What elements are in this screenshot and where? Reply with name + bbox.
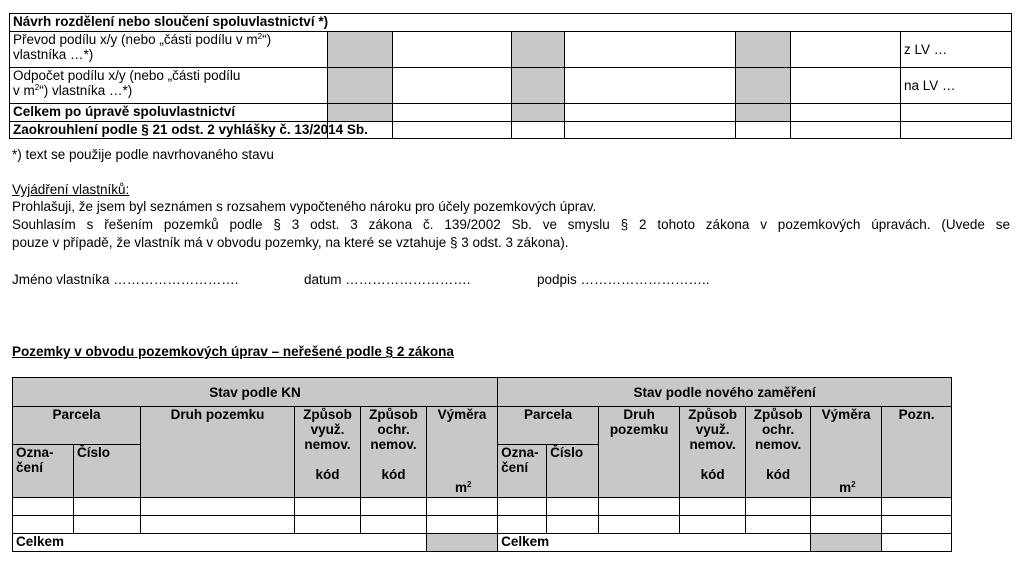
cell xyxy=(512,68,565,104)
ownership-split-table xyxy=(9,13,1012,139)
cell xyxy=(328,68,393,104)
cell xyxy=(599,498,680,516)
cell xyxy=(736,32,791,68)
signature-field: podpis ……………………….. xyxy=(537,272,710,287)
cell xyxy=(141,498,295,516)
cell xyxy=(13,498,74,516)
new-survey-header: Stav podle nového zaměření xyxy=(498,378,952,407)
cell xyxy=(498,516,547,534)
cell xyxy=(295,516,361,534)
total-area-new xyxy=(811,534,882,552)
cell xyxy=(361,498,427,516)
total-label-new: Celkem xyxy=(498,534,811,552)
cell xyxy=(565,68,736,104)
cell xyxy=(74,516,141,534)
zpusob-ochr-header-new: Způsob ochr. nemov. kód xyxy=(746,407,811,498)
total-label: Celkem xyxy=(13,534,427,552)
zpusob-vyuz-header: Způsob využ. nemov. kód xyxy=(295,407,361,498)
zpusob-ochr-header: Způsob ochr. nemov. kód xyxy=(361,407,427,498)
statement-line2: Souhlasím s řešením pozemků podle § 3 odst. 3 zákona č. 139/2002 Sb. ve smyslu § 2 tohoto zákona v pozemkových úpravách. (Uvede se xyxy=(12,217,1010,232)
cell xyxy=(599,516,680,534)
cell xyxy=(512,122,565,139)
oznaceni-header: Ozna- čení xyxy=(13,445,74,498)
cell xyxy=(13,516,74,534)
row-total-label: Celkem po úpravě spoluvlastnictví xyxy=(10,104,328,122)
cell xyxy=(393,32,512,68)
cell xyxy=(746,498,811,516)
cislo-header-new: Číslo xyxy=(547,445,599,498)
cell xyxy=(498,498,547,516)
cell xyxy=(736,68,791,104)
statement-heading: Vyjádření vlastníků: xyxy=(12,182,130,197)
cell xyxy=(512,104,565,122)
vymera-header-new: Výměra $m^2$ xyxy=(811,407,882,498)
druh-pozemku-header: Druh pozemku xyxy=(141,407,295,498)
cell xyxy=(736,104,791,122)
cell xyxy=(328,32,393,68)
cell xyxy=(565,122,736,139)
cell xyxy=(393,68,512,104)
cell xyxy=(791,122,901,139)
cell xyxy=(547,516,599,534)
vymera-header: Výměra $m^2$ xyxy=(427,407,498,498)
cell xyxy=(680,516,746,534)
pozn-header: Pozn. xyxy=(882,407,952,498)
cell xyxy=(791,68,901,104)
cell xyxy=(295,498,361,516)
kn-state-header: Stav podle KN xyxy=(13,378,498,407)
cell xyxy=(361,516,427,534)
cell xyxy=(565,32,736,68)
cell xyxy=(901,104,1012,122)
oznaceni-header-new: Ozna- čení xyxy=(498,445,547,498)
cell xyxy=(736,122,791,139)
parcels-table xyxy=(12,377,952,552)
parcela-header: Parcela xyxy=(13,407,141,445)
cell xyxy=(746,516,811,534)
cell xyxy=(680,498,746,516)
total-area xyxy=(427,534,498,552)
lv-to: na LV … xyxy=(901,68,1012,104)
table1-header: Návrh rozdělení nebo sloučení spoluvlastnictví *) xyxy=(10,14,1012,32)
row-rounding-label: Zaokrouhlení podle § 21 odst. 2 vyhlášky č. 13/2014 Sb. xyxy=(10,122,328,139)
lv-from: z LV … xyxy=(901,32,1012,68)
cell xyxy=(811,498,882,516)
owner-name-field: Jméno vlastníka ………………………. xyxy=(12,272,239,287)
row-deduction-label: Odpočet podílu x/y (nebo „části podílu v $m^2“$) vlastníka …*) xyxy=(10,68,328,104)
cell xyxy=(393,104,512,122)
date-field: datum ………………………. xyxy=(304,272,471,287)
row-transfer-label: Převod podílu x/y (nebo „části podílu v $m^2“$) vlastníka …*) xyxy=(10,32,328,68)
zpusob-vyuz-header-new: Způsob využ. nemov. kód xyxy=(680,407,746,498)
cell xyxy=(882,498,952,516)
cell xyxy=(393,122,512,139)
cell xyxy=(512,32,565,68)
footnote: *) text se použije podle navrhovaného stavu xyxy=(12,147,274,162)
cell xyxy=(882,516,952,534)
statement-line1: Prohlašuji, že jsem byl seznámen s rozsahem vypočteného nároku pro účely pozemkových úprav. xyxy=(12,199,597,214)
cell xyxy=(791,32,901,68)
parcela-header-new: Parcela xyxy=(498,407,599,445)
cell xyxy=(328,104,393,122)
statement-line3: pouze v případě, že vlastník má v obvodu pozemky, na které se vztahuje § 3 odst. 3 zákona). xyxy=(12,235,569,250)
cell xyxy=(427,516,498,534)
cell xyxy=(882,534,952,552)
cell xyxy=(811,516,882,534)
cell xyxy=(791,104,901,122)
cell xyxy=(74,498,141,516)
cell xyxy=(427,498,498,516)
cislo-header: Číslo xyxy=(74,445,141,498)
cell xyxy=(547,498,599,516)
druh-pozemku-header-new: Druh pozemku xyxy=(599,407,680,498)
cell xyxy=(141,516,295,534)
cell xyxy=(901,122,1012,139)
cell xyxy=(565,104,736,122)
section2-title: Pozemky v obvodu pozemkových úprav – neřešené podle § 2 zákona xyxy=(12,344,454,359)
